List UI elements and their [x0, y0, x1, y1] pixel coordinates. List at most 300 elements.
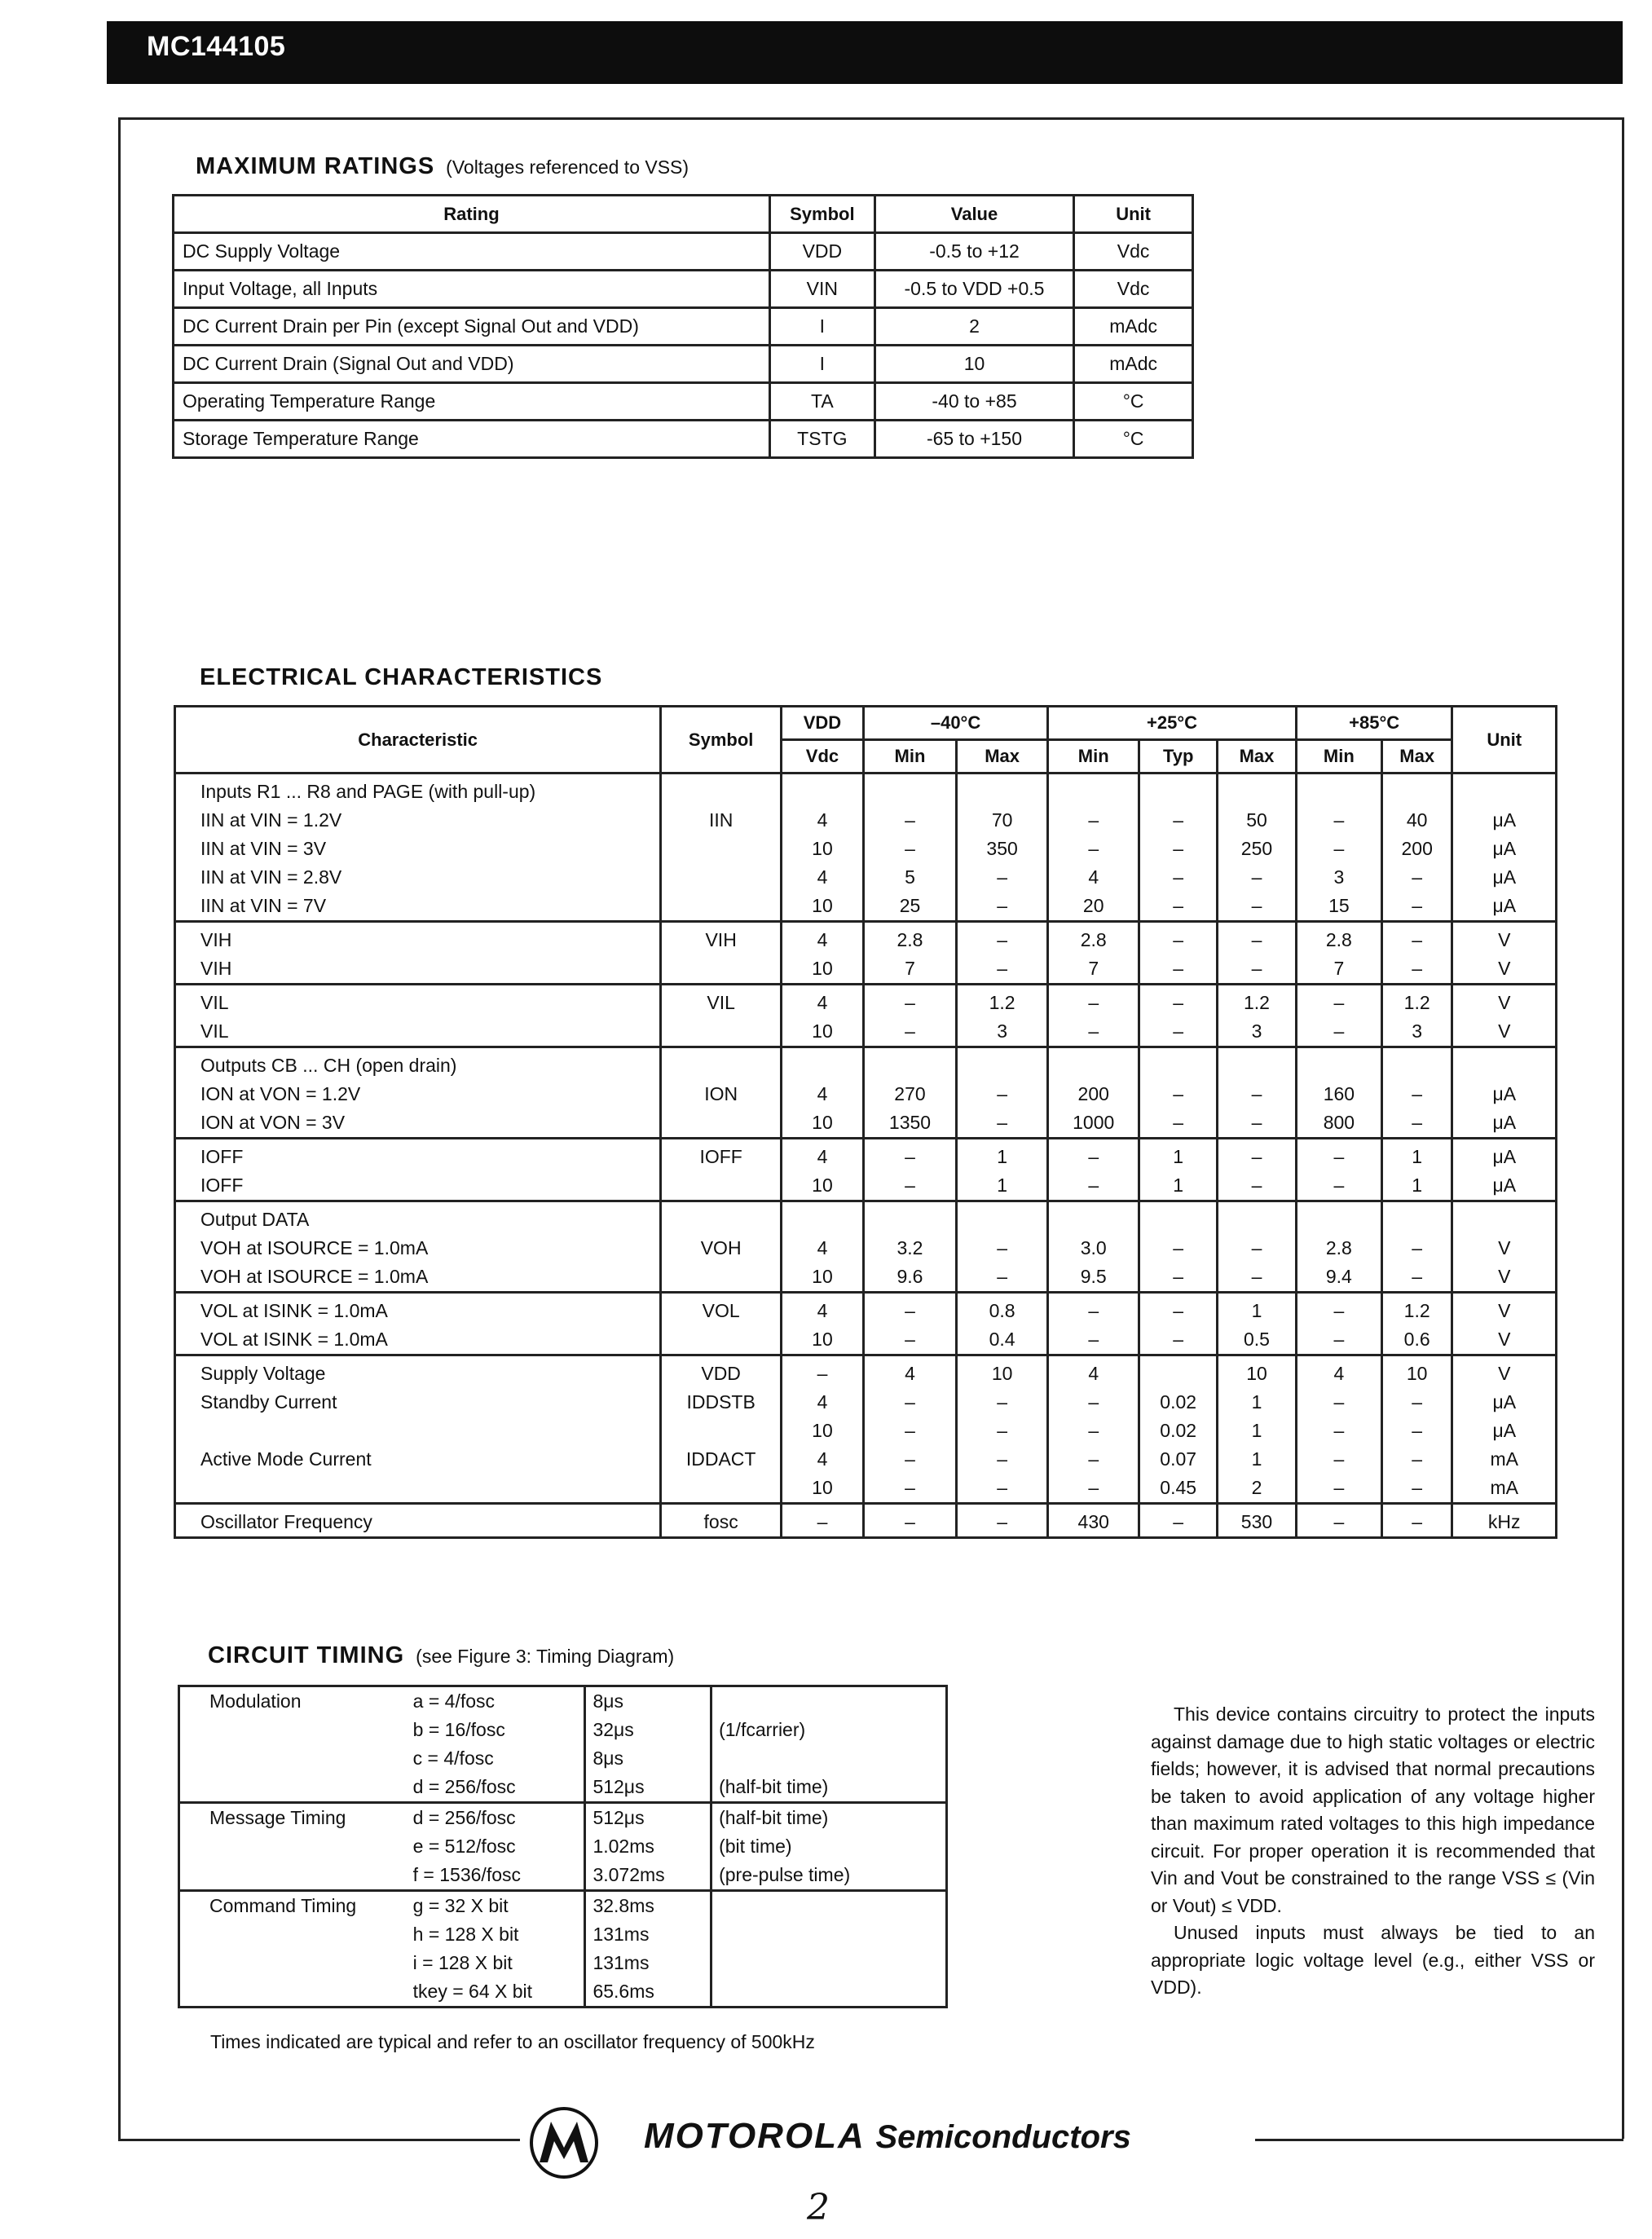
table-row: [179, 1861, 947, 1891]
ec-p25-min-cell: –: [1048, 806, 1139, 835]
ec-p85-max-cell: –: [1381, 863, 1452, 892]
ec-p25-max-cell: –: [1218, 1171, 1297, 1201]
ec-symbol-cell: [661, 1263, 782, 1293]
col-header: Rating: [174, 196, 770, 233]
ec-col-minus40: –40°C: [863, 707, 1047, 740]
ct-value-cell: 65.6ms: [585, 1977, 711, 2008]
ec-m40-max-cell: –: [957, 1234, 1048, 1263]
table-row: [175, 1263, 1557, 1293]
max-rating-cell: Operating Temperature Range: [174, 383, 770, 421]
ec-characteristic-cell: VIH: [175, 954, 661, 985]
ct-value-cell: 1.02ms: [585, 1832, 711, 1861]
ec-m40-max-cell: 0.4: [957, 1325, 1048, 1355]
max-ratings-table: [172, 194, 1194, 459]
ec-p25-typ-cell: –: [1139, 863, 1218, 892]
ct-formula-cell: tkey = 64 X bit: [407, 1977, 585, 2008]
ec-col-max: Max: [957, 740, 1048, 774]
ec-vdd-cell: 10: [782, 1474, 864, 1504]
table-row: [179, 1920, 947, 1949]
col-header: Symbol: [769, 196, 874, 233]
ec-p25-min-cell: 9.5: [1048, 1263, 1139, 1293]
ec-characteristic-cell: VIL: [175, 1017, 661, 1047]
ec-p25-typ-cell: –: [1139, 954, 1218, 985]
ec-col-vdc: Vdc: [782, 740, 864, 774]
ec-m40-min-cell: [863, 1201, 956, 1235]
ec-p25-max-cell: 50: [1218, 806, 1297, 835]
ct-formula-cell: f = 1536/fosc: [407, 1861, 585, 1891]
max-value-cell: 10: [874, 346, 1073, 383]
ec-m40-min-cell: –: [863, 985, 956, 1018]
ec-m40-min-cell: –: [863, 1017, 956, 1047]
ct-formula-cell: d = 256/fosc: [407, 1773, 585, 1803]
ec-p25-max-cell: [1218, 774, 1297, 807]
table-row: [175, 1445, 1557, 1474]
ct-value-cell: 512μs: [585, 1773, 711, 1803]
ec-p25-max-cell: 250: [1218, 835, 1297, 863]
ec-p25-min-cell: 7: [1048, 954, 1139, 985]
ec-p85-max-cell: [1381, 1047, 1452, 1081]
ec-m40-max-cell: –: [957, 1445, 1048, 1474]
ec-p25-max-cell: –: [1218, 1139, 1297, 1172]
ec-p25-max-cell: 1: [1218, 1445, 1297, 1474]
ct-formula-cell: e = 512/fosc: [407, 1832, 585, 1861]
ct-group-cell: Command Timing: [179, 1891, 407, 1921]
ec-p85-min-cell: 9.4: [1296, 1263, 1381, 1293]
ec-symbol-cell: VIL: [661, 985, 782, 1018]
ec-col-typ: Typ: [1139, 740, 1218, 774]
ec-p85-min-cell: –: [1296, 1017, 1381, 1047]
ec-p25-typ-cell: –: [1139, 892, 1218, 922]
ec-symbol-cell: [661, 1201, 782, 1235]
ec-p25-min-cell: 1000: [1048, 1108, 1139, 1139]
ec-m40-max-cell: 3: [957, 1017, 1048, 1047]
ec-p85-max-cell: –: [1381, 1504, 1452, 1538]
ec-symbol-cell: IIN: [661, 806, 782, 835]
ec-m40-min-cell: –: [863, 1293, 956, 1326]
table-row: [174, 308, 1193, 346]
ec-characteristic-cell: [175, 1474, 661, 1504]
ec-p25-typ-cell: 0.02: [1139, 1417, 1218, 1445]
frame-left-rule: [118, 117, 121, 2139]
max-unit-cell: Vdc: [1074, 271, 1193, 308]
ec-p25-typ-cell: –: [1139, 806, 1218, 835]
ec-vdd-cell: 4: [782, 1388, 864, 1417]
ec-m40-min-cell: 270: [863, 1080, 956, 1108]
ec-p25-max-cell: –: [1218, 1234, 1297, 1263]
max-rating-cell: DC Supply Voltage: [174, 233, 770, 271]
ec-vdd-cell: 4: [782, 1234, 864, 1263]
ec-p85-min-cell: 800: [1296, 1108, 1381, 1139]
ec-p85-min-cell: –: [1296, 1325, 1381, 1355]
ec-vdd-cell: 4: [782, 1080, 864, 1108]
ec-p25-max-cell: 1: [1218, 1417, 1297, 1445]
ec-characteristic-cell: IIN at VIN = 1.2V: [175, 806, 661, 835]
ec-p25-typ-cell: [1139, 1355, 1218, 1389]
ec-unit-cell: V: [1452, 922, 1557, 955]
ec-p25-max-cell: [1218, 1047, 1297, 1081]
ec-col-max: Max: [1218, 740, 1297, 774]
ct-value-cell: 8μs: [585, 1744, 711, 1773]
ec-symbol-cell: [661, 1171, 782, 1201]
ec-characteristic-cell: IIN at VIN = 3V: [175, 835, 661, 863]
max-unit-cell: °C: [1074, 383, 1193, 421]
ct-formula-cell: g = 32 X bit: [407, 1891, 585, 1921]
ec-p85-max-cell: –: [1381, 1445, 1452, 1474]
ec-m40-max-cell: –: [957, 1080, 1048, 1108]
ec-characteristic-cell: Standby Current: [175, 1388, 661, 1417]
ec-p85-min-cell: –: [1296, 1504, 1381, 1538]
ec-col-max: Max: [1381, 740, 1452, 774]
ec-symbol-cell: VIH: [661, 922, 782, 955]
ec-m40-max-cell: 1: [957, 1171, 1048, 1201]
ec-p85-max-cell: 1.2: [1381, 1293, 1452, 1326]
ec-m40-min-cell: –: [863, 1171, 956, 1201]
ec-characteristic-cell: Active Mode Current: [175, 1445, 661, 1474]
ec-col-min: Min: [1296, 740, 1381, 774]
ec-p25-min-cell: 4: [1048, 863, 1139, 892]
ec-p85-min-cell: 4: [1296, 1355, 1381, 1389]
ec-p25-max-cell: 10: [1218, 1355, 1297, 1389]
ec-unit-cell: V: [1452, 1263, 1557, 1293]
ec-unit-cell: μA: [1452, 892, 1557, 922]
ct-note-cell: [711, 1744, 947, 1773]
table-row: [175, 1474, 1557, 1504]
ec-symbol-cell: fosc: [661, 1504, 782, 1538]
ct-value-cell: 512μs: [585, 1803, 711, 1833]
ec-symbol-cell: [661, 954, 782, 985]
max-rating-cell: DC Current Drain per Pin (except Signal Out and VDD): [174, 308, 770, 346]
ec-p25-min-cell: 4: [1048, 1355, 1139, 1389]
ec-p25-typ-cell: 0.07: [1139, 1445, 1218, 1474]
ec-m40-max-cell: –: [957, 1474, 1048, 1504]
max-value-cell: -40 to +85: [874, 383, 1073, 421]
max-rating-cell: Input Voltage, all Inputs: [174, 271, 770, 308]
table-row: [175, 806, 1557, 835]
ec-p25-min-cell: [1048, 1201, 1139, 1235]
table-row: [179, 1891, 947, 1921]
ct-value-cell: 131ms: [585, 1920, 711, 1949]
ec-unit-cell: mA: [1452, 1445, 1557, 1474]
ec-vdd-cell: [782, 1201, 864, 1235]
ec-vdd-cell: 4: [782, 985, 864, 1018]
ec-vdd-cell: 4: [782, 1445, 864, 1474]
ct-note-cell: (pre-pulse time): [711, 1861, 947, 1891]
max-value-cell: 2: [874, 308, 1073, 346]
ec-p25-min-cell: –: [1048, 835, 1139, 863]
ec-symbol-cell: [661, 1108, 782, 1139]
ec-unit-cell: [1452, 774, 1557, 807]
ec-characteristic-cell: ION at VON = 1.2V: [175, 1080, 661, 1108]
table-row: [175, 922, 1557, 955]
ec-m40-min-cell: –: [863, 1445, 956, 1474]
circuit-timing-heading: CIRCUIT TIMING (see Figure 3: Timing Diagram): [208, 1642, 675, 1668]
ec-characteristic-cell: VIH: [175, 922, 661, 955]
part-number: MC144105: [147, 31, 286, 62]
ec-characteristic-cell: IOFF: [175, 1139, 661, 1172]
ec-vdd-cell: 10: [782, 1263, 864, 1293]
ec-p25-typ-cell: –: [1139, 985, 1218, 1018]
ec-m40-min-cell: 5: [863, 863, 956, 892]
max-unit-cell: °C: [1074, 421, 1193, 458]
ct-group-cell: Modulation: [179, 1686, 407, 1717]
ec-p25-typ-cell: 1: [1139, 1171, 1218, 1201]
ct-value-cell: 131ms: [585, 1949, 711, 1977]
table-row: [175, 1417, 1557, 1445]
ec-m40-min-cell: 1350: [863, 1108, 956, 1139]
max-symbol-cell: TA: [769, 383, 874, 421]
ec-p85-min-cell: –: [1296, 1139, 1381, 1172]
table-row: [174, 383, 1193, 421]
ec-characteristic-cell: VOL at ISINK = 1.0mA: [175, 1325, 661, 1355]
ec-vdd-cell: –: [782, 1355, 864, 1389]
ec-p85-min-cell: 15: [1296, 892, 1381, 922]
ec-unit-cell: mA: [1452, 1474, 1557, 1504]
ec-symbol-cell: ION: [661, 1080, 782, 1108]
ec-m40-max-cell: [957, 1047, 1048, 1081]
electrical-heading: ELECTRICAL CHARACTERISTICS: [200, 664, 603, 690]
ec-m40-max-cell: [957, 1201, 1048, 1235]
ec-p25-min-cell: –: [1048, 985, 1139, 1018]
ec-characteristic-cell: IIN at VIN = 7V: [175, 892, 661, 922]
table-row: [175, 1017, 1557, 1047]
table-row: [175, 835, 1557, 863]
ec-col-min: Min: [1048, 740, 1139, 774]
ec-p85-max-cell: 10: [1381, 1355, 1452, 1389]
ec-p85-min-cell: 2.8: [1296, 1234, 1381, 1263]
table-row: [175, 1047, 1557, 1081]
ec-p85-min-cell: 160: [1296, 1080, 1381, 1108]
ec-p25-max-cell: 2: [1218, 1474, 1297, 1504]
ec-p25-min-cell: 3.0: [1048, 1234, 1139, 1263]
ct-note-cell: (half-bit time): [711, 1773, 947, 1803]
circuit-timing-subtitle: (see Figure 3: Timing Diagram): [416, 1646, 675, 1667]
ct-group-cell: [179, 1773, 407, 1803]
ec-vdd-cell: 4: [782, 806, 864, 835]
ec-p25-max-cell: –: [1218, 954, 1297, 985]
ec-col-plus85: +85°C: [1296, 707, 1452, 740]
ec-p85-max-cell: 1: [1381, 1139, 1452, 1172]
table-row: [175, 1293, 1557, 1326]
ec-p25-typ-cell: 1: [1139, 1139, 1218, 1172]
max-unit-cell: Vdc: [1074, 233, 1193, 271]
ct-formula-cell: a = 4/fosc: [407, 1686, 585, 1717]
table-row: [179, 1686, 947, 1717]
ct-group-cell: Message Timing: [179, 1803, 407, 1833]
circuit-timing-table: [178, 1685, 948, 2008]
ec-p25-typ-cell: –: [1139, 1108, 1218, 1139]
ct-formula-cell: i = 128 X bit: [407, 1949, 585, 1977]
ec-m40-min-cell: –: [863, 1388, 956, 1417]
ec-p25-min-cell: –: [1048, 1325, 1139, 1355]
ct-group-cell: [179, 1832, 407, 1861]
table-row: [175, 1139, 1557, 1172]
ec-p25-max-cell: [1218, 1201, 1297, 1235]
ct-note-cell: [711, 1920, 947, 1949]
ec-m40-max-cell: –: [957, 954, 1048, 985]
table-row: [175, 954, 1557, 985]
ec-m40-max-cell: [957, 774, 1048, 807]
ec-p25-min-cell: 200: [1048, 1080, 1139, 1108]
ec-p25-typ-cell: –: [1139, 1017, 1218, 1047]
max-ratings-subtitle: (Voltages referenced to VSS): [446, 156, 689, 178]
table-row: [179, 1803, 947, 1833]
ec-symbol-cell: [661, 835, 782, 863]
ec-vdd-cell: 4: [782, 1293, 864, 1326]
ec-m40-min-cell: 9.6: [863, 1263, 956, 1293]
max-value-cell: -0.5 to +12: [874, 233, 1073, 271]
ec-p85-min-cell: [1296, 774, 1381, 807]
ct-note-cell: [711, 1977, 947, 2008]
ct-group-cell: [179, 1949, 407, 1977]
ec-vdd-cell: 4: [782, 863, 864, 892]
ec-p85-max-cell: –: [1381, 1474, 1452, 1504]
footer-rule: [1255, 2139, 1623, 2141]
ec-unit-cell: kHz: [1452, 1504, 1557, 1538]
ec-unit-cell: μA: [1452, 1139, 1557, 1172]
ec-p25-typ-cell: –: [1139, 922, 1218, 955]
ec-col-characteristic: Characteristic: [175, 707, 661, 774]
ec-p25-min-cell: –: [1048, 1388, 1139, 1417]
ec-m40-min-cell: 2.8: [863, 922, 956, 955]
max-symbol-cell: I: [769, 346, 874, 383]
ec-p25-max-cell: 530: [1218, 1504, 1297, 1538]
ec-unit-cell: V: [1452, 985, 1557, 1018]
ec-unit-cell: V: [1452, 1355, 1557, 1389]
ec-p25-min-cell: –: [1048, 1171, 1139, 1201]
ec-m40-max-cell: –: [957, 892, 1048, 922]
ec-m40-max-cell: –: [957, 1263, 1048, 1293]
table-row: [179, 1977, 947, 2008]
ec-p85-max-cell: 0.6: [1381, 1325, 1452, 1355]
ec-m40-min-cell: –: [863, 1504, 956, 1538]
table-row: [175, 1355, 1557, 1389]
ec-characteristic-cell: IOFF: [175, 1171, 661, 1201]
ec-m40-min-cell: 25: [863, 892, 956, 922]
ec-unit-cell: μA: [1452, 1171, 1557, 1201]
table-row: [179, 1744, 947, 1773]
col-header: Unit: [1074, 196, 1193, 233]
electrical-table: [174, 705, 1557, 1539]
ec-p25-min-cell: [1048, 1047, 1139, 1081]
ec-p25-min-cell: 2.8: [1048, 922, 1139, 955]
ec-unit-cell: μA: [1452, 1108, 1557, 1139]
ec-symbol-cell: [661, 863, 782, 892]
table-row: [175, 1171, 1557, 1201]
ec-p85-max-cell: 200: [1381, 835, 1452, 863]
ec-p85-min-cell: –: [1296, 835, 1381, 863]
table-row: [179, 1832, 947, 1861]
ct-formula-cell: c = 4/fosc: [407, 1744, 585, 1773]
ct-formula-cell: d = 256/fosc: [407, 1803, 585, 1833]
ec-p25-min-cell: –: [1048, 1293, 1139, 1326]
ct-note-cell: [711, 1949, 947, 1977]
ec-vdd-cell: 10: [782, 892, 864, 922]
table-row: [174, 421, 1193, 458]
ec-p85-min-cell: –: [1296, 1445, 1381, 1474]
ec-m40-min-cell: –: [863, 1417, 956, 1445]
ec-m40-max-cell: –: [957, 922, 1048, 955]
ec-p85-min-cell: [1296, 1201, 1381, 1235]
table-row: [175, 1325, 1557, 1355]
ec-characteristic-cell: Output DATA: [175, 1201, 661, 1235]
note-paragraph: This device contains circuitry to protect the inputs against damage due to high static voltages or electric fields; however, it is advised that normal precautions be taken to avoid application of any voltage higher than maximum rated voltages to this high impedance circuit. For proper operation it is recommended that Vin and Vout be constrained to the range VSS ≤ (Vin or Vout) ≤ VDD.: [1151, 1703, 1595, 1916]
ec-p25-typ-cell: –: [1139, 835, 1218, 863]
ec-p25-max-cell: –: [1218, 892, 1297, 922]
ct-note-cell: (1/fcarrier): [711, 1716, 947, 1744]
ct-value-cell: 32μs: [585, 1716, 711, 1744]
ec-characteristic-cell: Outputs CB ... CH (open drain): [175, 1047, 661, 1081]
table-row: [179, 1949, 947, 1977]
ec-m40-min-cell: 3.2: [863, 1234, 956, 1263]
ec-vdd-cell: 10: [782, 1108, 864, 1139]
col-header: Value: [874, 196, 1073, 233]
ec-p25-min-cell: 430: [1048, 1504, 1139, 1538]
ec-vdd-cell: [782, 774, 864, 807]
ec-p85-min-cell: [1296, 1047, 1381, 1081]
max-value-cell: -65 to +150: [874, 421, 1073, 458]
ec-symbol-cell: IDDSTB: [661, 1388, 782, 1417]
table-row: [175, 1504, 1557, 1538]
ec-p25-typ-cell: 0.02: [1139, 1388, 1218, 1417]
ec-p25-min-cell: –: [1048, 1417, 1139, 1445]
ec-vdd-cell: 4: [782, 922, 864, 955]
ec-m40-min-cell: –: [863, 1474, 956, 1504]
ec-symbol-cell: [661, 774, 782, 807]
ec-p85-max-cell: –: [1381, 1108, 1452, 1139]
ec-p25-max-cell: –: [1218, 922, 1297, 955]
ec-m40-max-cell: –: [957, 863, 1048, 892]
ec-symbol-cell: VDD: [661, 1355, 782, 1389]
ec-p85-min-cell: 2.8: [1296, 922, 1381, 955]
ec-p25-typ-cell: [1139, 1047, 1218, 1081]
ec-vdd-cell: 4: [782, 1139, 864, 1172]
table-row: [174, 271, 1193, 308]
note-paragraph: Unused inputs must always be tied to an appropriate logic voltage level (e.g., either VSS or VDD).: [1151, 1922, 1595, 1998]
ec-p85-max-cell: [1381, 774, 1452, 807]
ec-p25-typ-cell: –: [1139, 1234, 1218, 1263]
ct-note-cell: (half-bit time): [711, 1803, 947, 1833]
table-row: [179, 1773, 947, 1803]
ec-characteristic-cell: Inputs R1 ... R8 and PAGE (with pull-up): [175, 774, 661, 807]
ct-note-cell: (bit time): [711, 1832, 947, 1861]
ec-symbol-cell: [661, 1047, 782, 1081]
ec-p85-min-cell: –: [1296, 985, 1381, 1018]
ec-m40-min-cell: –: [863, 1325, 956, 1355]
ec-col-unit: Unit: [1452, 707, 1557, 774]
ec-p25-min-cell: [1048, 774, 1139, 807]
ec-m40-min-cell: 4: [863, 1355, 956, 1389]
ec-p85-min-cell: –: [1296, 1171, 1381, 1201]
ec-p25-typ-cell: –: [1139, 1080, 1218, 1108]
table-row: [174, 346, 1193, 383]
ec-m40-max-cell: 10: [957, 1355, 1048, 1389]
ec-p85-min-cell: –: [1296, 1388, 1381, 1417]
max-symbol-cell: I: [769, 308, 874, 346]
table-row: [175, 892, 1557, 922]
ec-p85-max-cell: 1: [1381, 1171, 1452, 1201]
ec-p85-max-cell: –: [1381, 922, 1452, 955]
ec-p25-max-cell: 1: [1218, 1388, 1297, 1417]
ec-p25-max-cell: 1.2: [1218, 985, 1297, 1018]
ec-col-min: Min: [863, 740, 956, 774]
ec-p85-min-cell: –: [1296, 806, 1381, 835]
ec-m40-max-cell: –: [957, 1108, 1048, 1139]
ec-m40-max-cell: –: [957, 1388, 1048, 1417]
ec-p85-max-cell: –: [1381, 1388, 1452, 1417]
ct-value-cell: 3.072ms: [585, 1861, 711, 1891]
brand-suffix: Semiconductors: [875, 2119, 1131, 2155]
ec-unit-cell: μA: [1452, 806, 1557, 835]
